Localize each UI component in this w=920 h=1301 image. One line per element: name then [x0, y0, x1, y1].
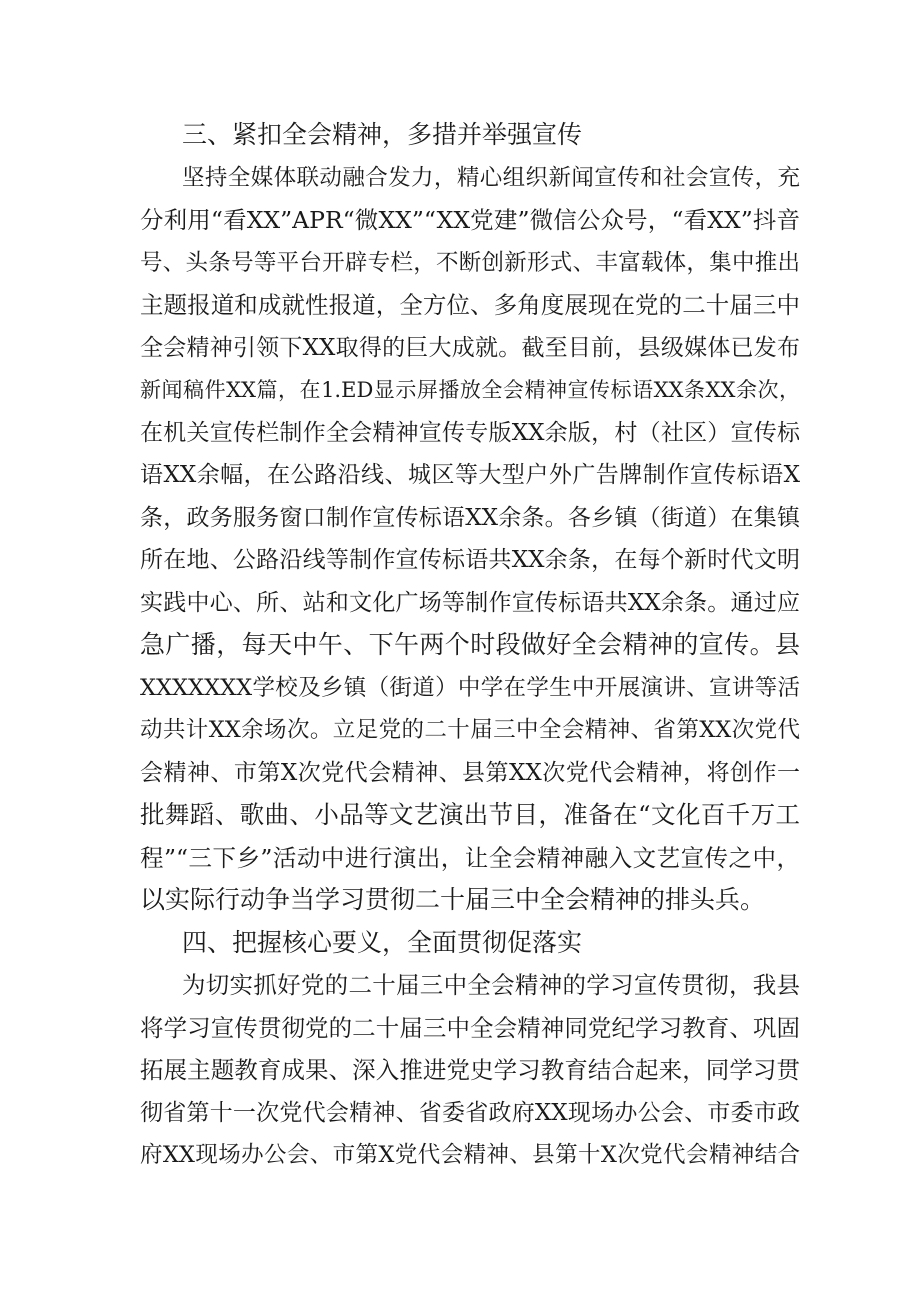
paragraph-line: 府XX现场办公会、市第X党代会精神、县第十X次党代会精神结合 [140, 1142, 800, 1168]
paragraph-line: 为切实抓好党的二十届三中全会精神的学习宣传贯彻，我县 [182, 971, 800, 999]
paragraph-line: 语XX余幅，在公路沿线、城区等大型户外广告牌制作宣传标语X [140, 462, 800, 488]
paragraph-line: 分利用“看XX”APR“微XX”“XX党建”微信公众号，“看XX”抖音 [140, 206, 800, 234]
section-heading-4: 四、把握核心要义，全面贯彻促落实 [182, 928, 583, 957]
paragraph-line: 所在地、公路沿线等制作宣传标语共XX余条，在每个新时代文明 [140, 547, 800, 573]
section-heading-3: 三、紧扣全会精神，多措并举强宣传 [182, 120, 583, 149]
paragraph-line: 坚持全媒体联动融合发力，精心组织新闻宣传和社会宣传，充 [182, 165, 800, 191]
paragraph-line: 全会精神引领下XX取得的巨大成就。截至目前，县级媒体已发布 [140, 335, 800, 361]
paragraph-line: 以实际行动争当学习贯彻二十届三中全会精神的排头兵。 [140, 885, 766, 914]
paragraph-line: 主题报道和成就性报道，全方位、多角度展现在党的二十届三中 [140, 291, 800, 319]
paragraph-line: 实践中心、所、站和文化广场等制作宣传标语共XX余条。通过应 [140, 590, 800, 616]
paragraph-line: 在机关宣传栏制作全会精神宣传专版XX余版，村（社区）宣传标 [140, 420, 800, 446]
paragraph-line: 动共计XX余场次。立足党的二十届三中全会精神、省第XX次党代 [140, 717, 800, 743]
paragraph-line: 批舞蹈、歌曲、小品等文艺演出节目，准备在“文化百千万工 [140, 800, 800, 829]
paragraph-line: 条，政务服务窗口制作宣传标语XX余条。各乡镇（街道）在集镇 [140, 505, 800, 531]
paragraph-line: 将学习宣传贯彻党的二十届三中全会精神同党纪学习教育、巩固 [140, 1014, 800, 1042]
paragraph-line: 拓展主题教育成果、深入推进党史学习教育结合起来，同学习贯 [140, 1056, 800, 1084]
paragraph-line: 新闻稿件XX篇，在1.ED显示屏播放全会精神宣传标语XX条XX余次， [140, 378, 800, 402]
paragraph-line: 程”“三下乡”活动中进行演出，让全会精神融入文艺宣传之中， [140, 844, 800, 872]
paragraph-line: 号、头条号等平台开辟专栏，不断创新形式、丰富载体，集中推出 [140, 250, 800, 276]
paragraph-line: 急广播，每天中午、下午两个时段做好全会精神的宣传。县 [140, 630, 800, 659]
paragraph-line: 彻省第十一次党代会精神、省委省政府XX现场办公会、市委市政 [140, 1100, 800, 1126]
paragraph-line: XXXXXXX学校及乡镇（街道）中学在学生中开展演讲、宣讲等活 [140, 675, 800, 701]
paragraph-line: 会精神、市第X次党代会精神、县第XX次党代会精神，将创作一 [140, 760, 800, 786]
